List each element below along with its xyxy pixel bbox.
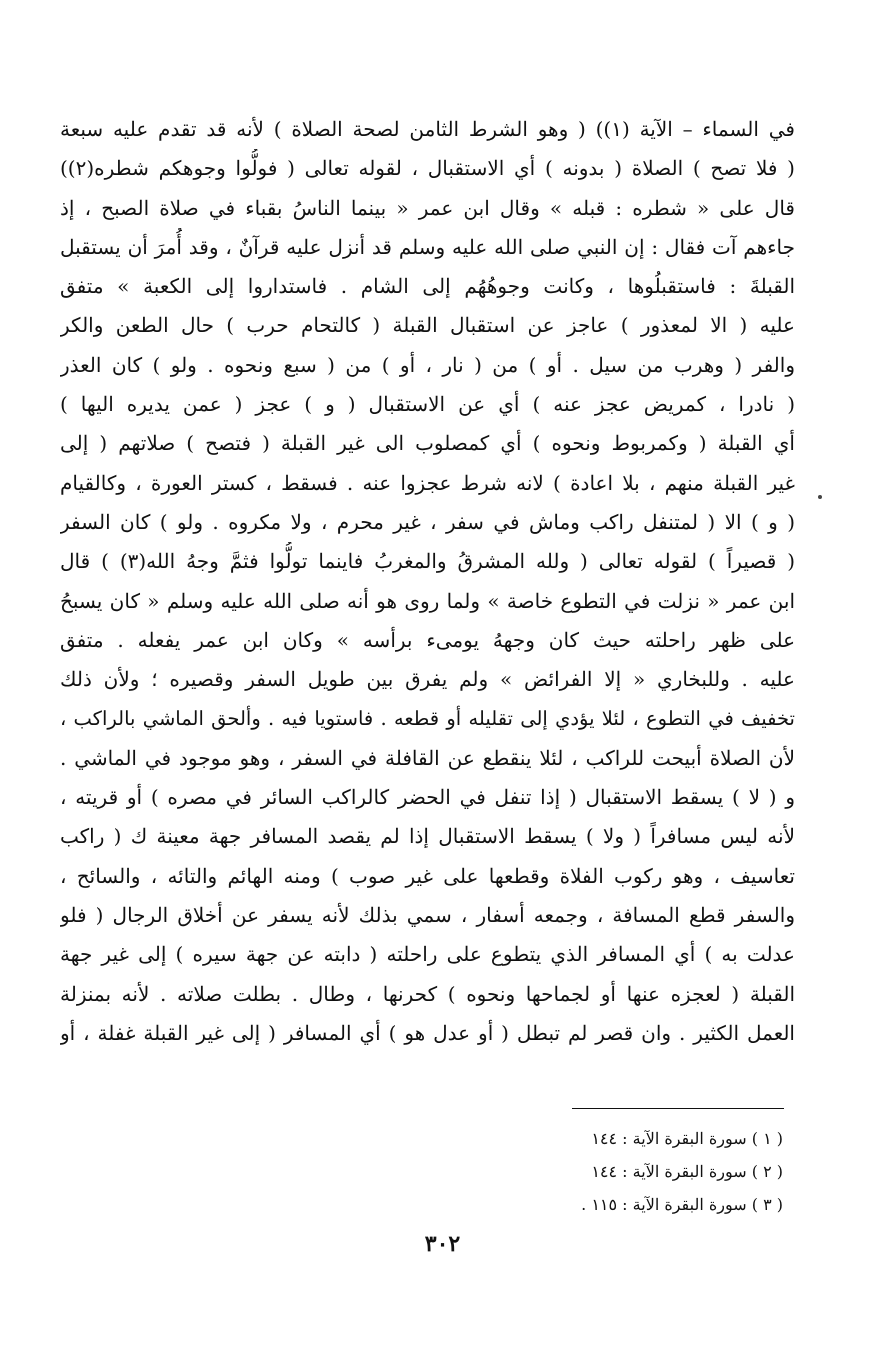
- text-line: عدلت به ) أي المسافر الذي يتطوع على راحلته ( دابته عن جهة سيره ) إلى غير جهة: [60, 942, 795, 967]
- text-line: غير القبلة منهم ، بلا اعادة ) لانه شرط عجزوا عنه . فسقط ، كستر العورة ، وكالقيام: [60, 470, 795, 495]
- text-line: جاءهم آت فقال : إن النبي صلى الله عليه وسلم قد أنزل عليه قرآنٌ ، وقد أُمرَ أن يستقبل: [60, 234, 795, 259]
- text-line: العمل الكثير . وان قصر لم تبطل ( أو عدل هو ) أي المسافر ( إلى غير القبلة غفلة ، أو: [60, 1020, 795, 1045]
- footnote-3: ( ٣ ) سورة البقرة الآية : ١١٥ .: [581, 1195, 783, 1214]
- text-line: ( قصيراً ) لقوله تعالى ( ولله المشرقُ والمغربُ فاينما تولُّوا فثمَّ وجهُ الله(٣) ) قال: [60, 549, 795, 574]
- text-line: في السماء – الآية (١)) ( وهو الشرط الثامن لصحة الصلاة ) لأنه قد تقدم عليه سبعة: [60, 117, 795, 141]
- text-line: و ( لا ) يسقط الاستقبال ( إذا تنفل في الحضر كالراكب السائر في مصره ) أو قريته ،: [60, 785, 795, 810]
- footnote-1: ( ١ ) سورة البقرة الآية : ١٤٤: [591, 1129, 783, 1148]
- text-line: أي القبلة ( وكمربوط ونحوه ) أي كمصلوب الى غير القبلة ( فتصح ) صلاتهم ( إلى: [60, 431, 795, 456]
- text-line: ( فلا تصح ) الصلاة ( بدونه ) أي الاستقبال ، لقوله تعالى ( فولُّوا وجوهكم شطره(٢)): [60, 156, 795, 181]
- text-line: ( و ) الا ( لمتنفل راكب وماش في سفر ، غير محرم ، ولا مكروه . ولو ) كان السفر: [60, 509, 795, 534]
- text-line: قال على « شطره : قبله » وقال ابن عمر « بينما الناسُ بقباء في صلاة الصبح ، إذ: [60, 195, 795, 220]
- margin-dot: [818, 495, 822, 499]
- text-line: تخفيف في التطوع ، لئلا يؤدي إلى تقليله أو قطعه . فاستويا فيه . وألحق الماشي بالراكب ،: [60, 707, 795, 731]
- text-line: ( نادرا ، كمريض عجز عنه ) أي عن الاستقبال ( و ) عجز ( عمن يديره اليها ): [60, 392, 795, 417]
- text-line: القبلةَ : فاستقبلُوها ، وكانت وجوهُهُم إلى الشام . فاستداروا إلى الكعبة » متفق: [60, 274, 795, 299]
- footnote-2: ( ٢ ) سورة البقرة الآية : ١٤٤: [591, 1162, 783, 1181]
- text-line: على ظهر راحلته حيث كان وجههُ يومىء برأسه » وكان ابن عمر يفعله . متفق: [60, 627, 795, 652]
- text-line: لأن الصلاة أبيحت للراكب ، لئلا ينقطع عن القافلة في السفر ، وهو موجود في الماشي .: [60, 745, 795, 770]
- footnotes: [463, 1122, 783, 1221]
- text-line: القبلة ( لعجزه عنها أو لجماحها ونحوه ) كحرنها ، وطال . بطلت صلاته . لأنه بمنزلة: [60, 981, 795, 1006]
- text-line: والسفر قطع المسافة ، وجمعه أسفار ، سمي بذلك لأنه يسفر عن أخلاق الرجال ( فلو: [60, 902, 795, 927]
- footnote-separator: [572, 1108, 784, 1109]
- text-line: عليه ( الا لمعذور ) عاجز عن استقبال القبلة ( كالتحام حرب ) حال الطعن والكر: [60, 313, 795, 338]
- text-line: تعاسيف ، وهو ركوب الفلاة وقطعها على غير صوب ) ومنه الهائم والتائه ، والسائح ،: [60, 863, 795, 888]
- body-text: [60, 110, 795, 1053]
- text-line: والفر ( وهرب من سيل . أو ) من ( نار ، أو ) من ( سبع ونحوه . ولو ) كان العذر: [60, 352, 795, 377]
- page-number: ٣٠٢: [424, 1231, 461, 1257]
- text-line: لأنه ليس مسافراً ( ولا ) يسقط الاستقبال إذا لم يقصد المسافر جهة معينة ك ( راكب: [60, 824, 795, 849]
- text-line: عليه . وللبخاري « إلا الفرائض » ولم يفرق بين طويل السفر وقصيره ؛ ولأن ذلك: [60, 667, 795, 692]
- text-line: ابن عمر « نزلت في التطوع خاصة » ولما روى هو أنه صلى الله عليه وسلم « كان يسبحُ: [60, 588, 795, 613]
